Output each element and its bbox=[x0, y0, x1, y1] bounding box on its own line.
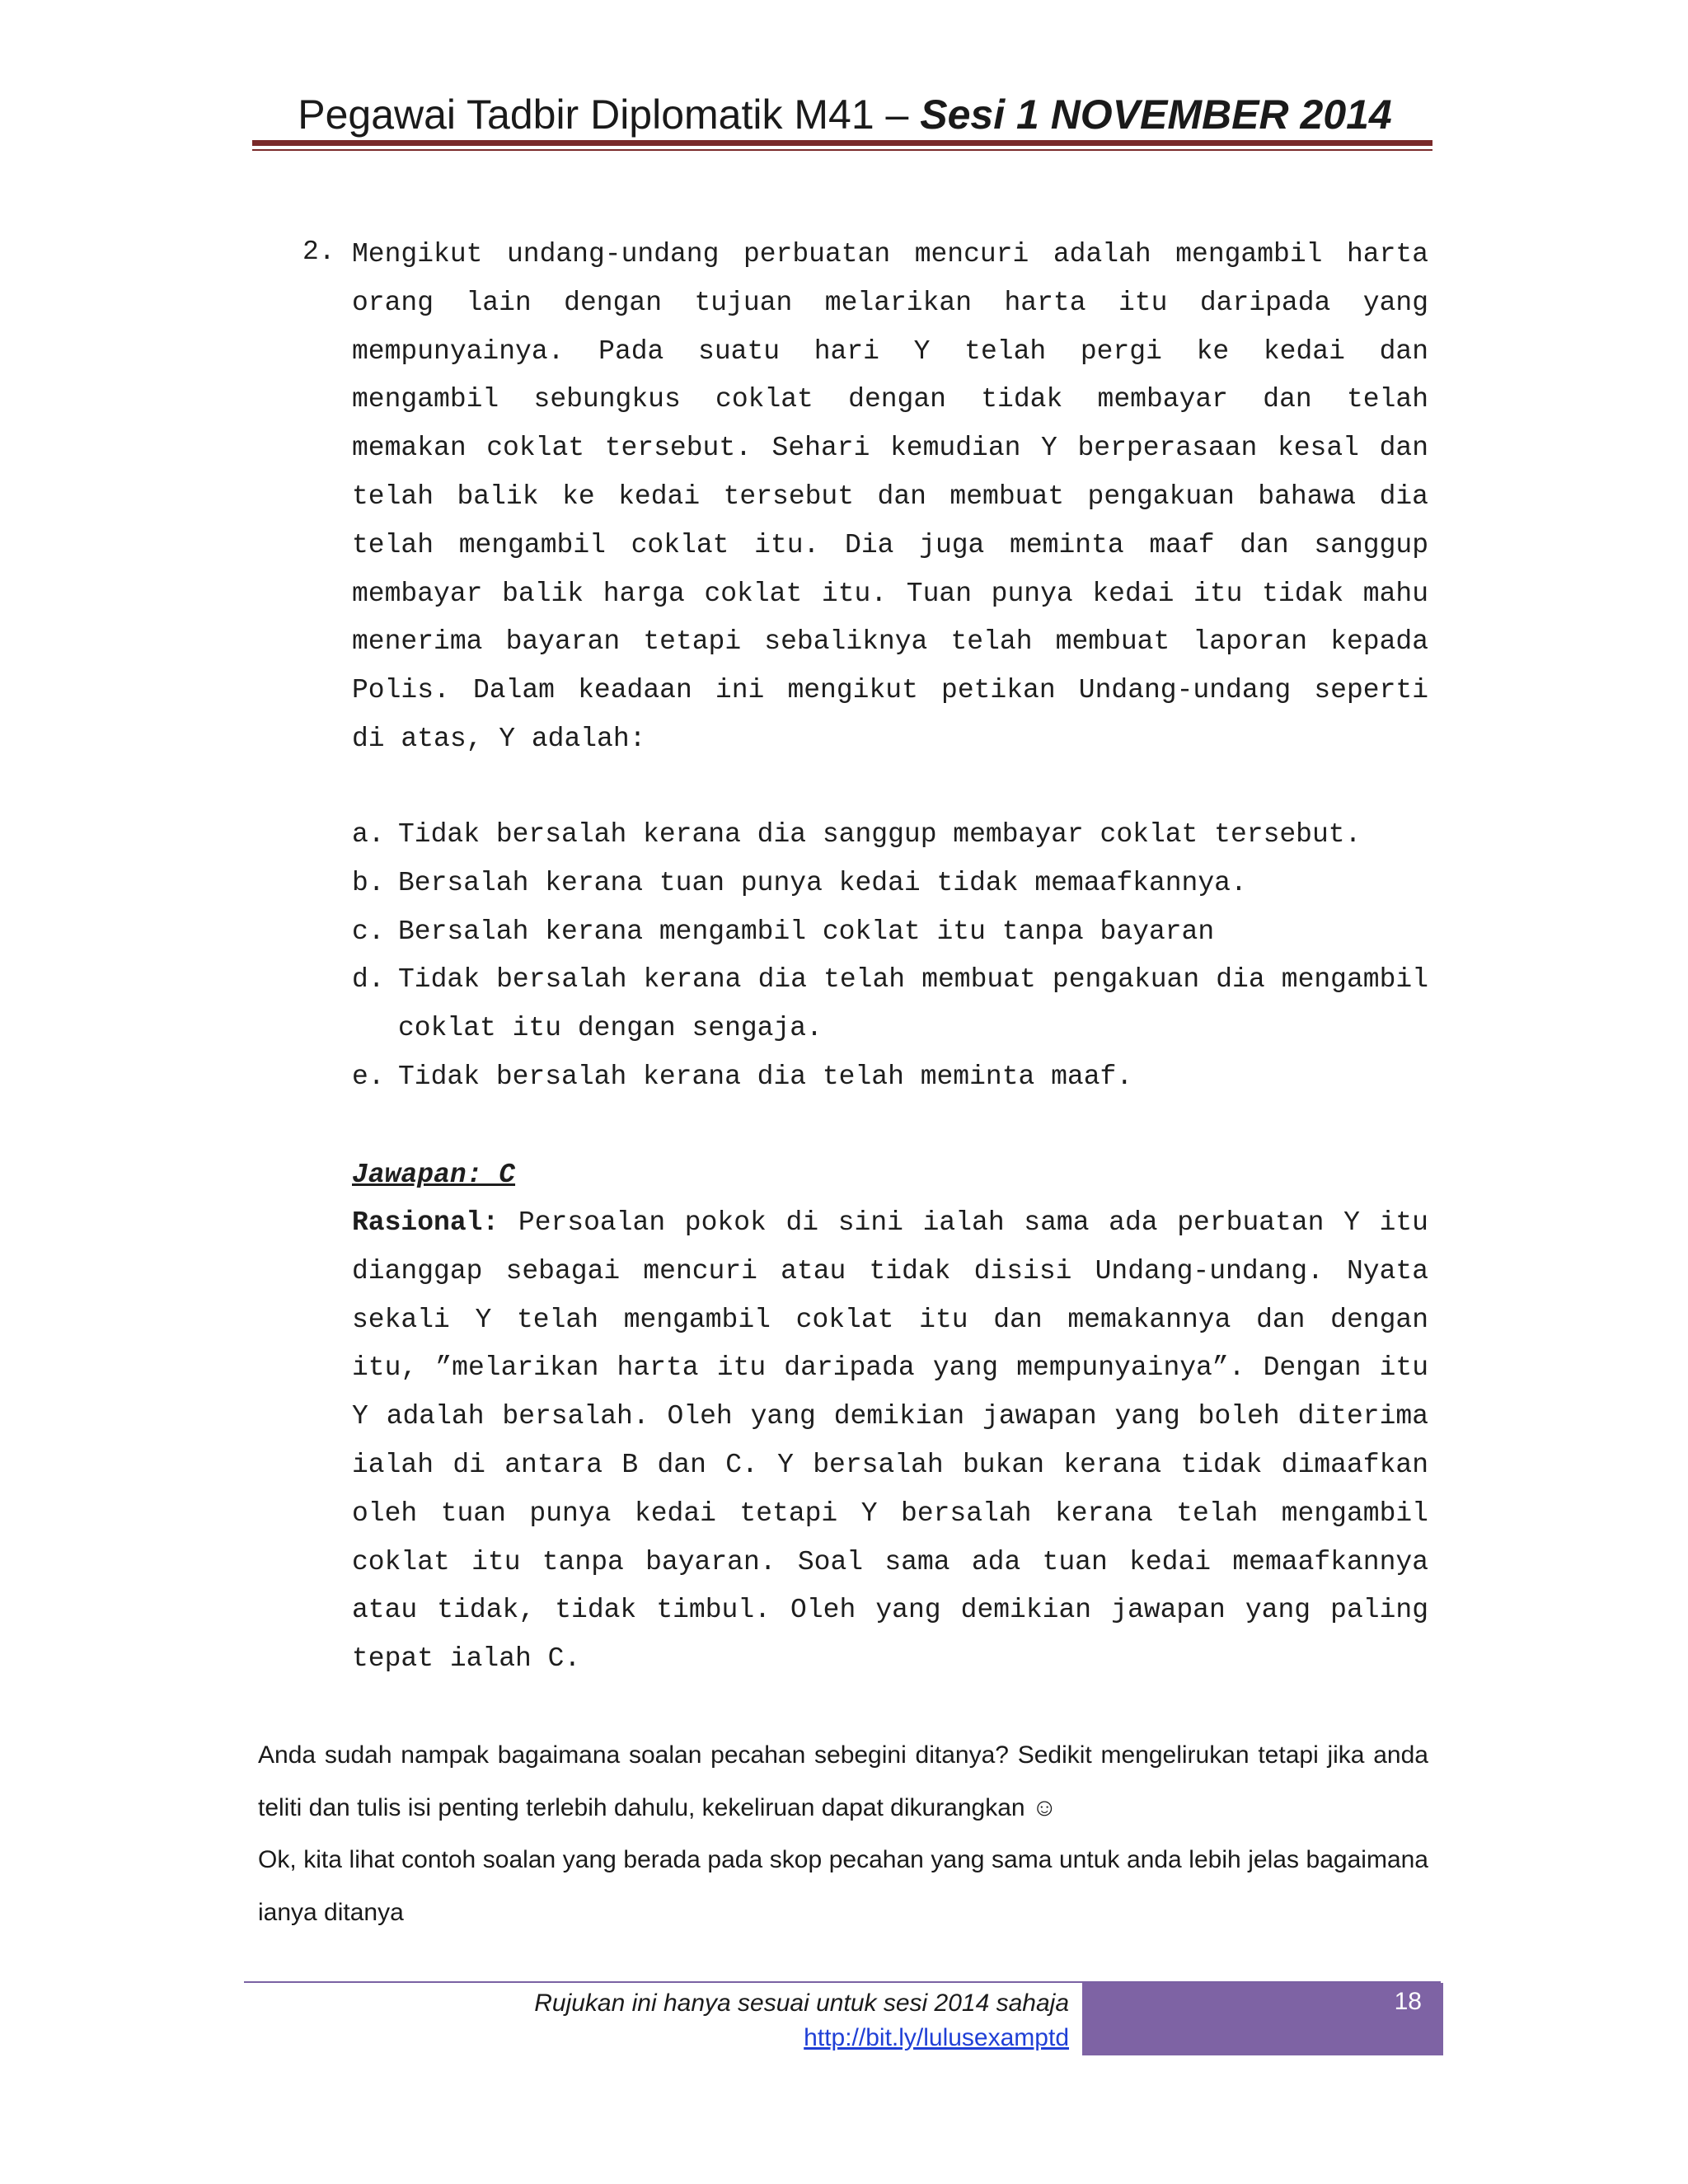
header-rule-thick bbox=[252, 140, 1432, 146]
option-letter: d. bbox=[352, 964, 385, 996]
footer-note: Rujukan ini hanya sesuai untuk sesi 2014 sahaja bbox=[534, 1990, 1069, 2017]
option-e bbox=[352, 1053, 1428, 1102]
option-letter: e. bbox=[352, 1061, 385, 1092]
rationale-label: Rasional: bbox=[352, 1207, 499, 1238]
rationale-paragraph bbox=[352, 1199, 1428, 1684]
option-text: Tidak bersalah kerana dia telah meminta maaf. bbox=[398, 1061, 1133, 1092]
option-letter: a. bbox=[352, 819, 385, 850]
header-title-prefix: Pegawai Tadbir Diplomatik M41 – bbox=[298, 91, 921, 138]
option-text: Bersalah kerana tuan punya kedai tidak memaafkannya. bbox=[398, 867, 1247, 898]
header-rule-thin bbox=[252, 149, 1432, 151]
option-text: Tidak bersalah kerana dia telah membuat pengakuan dia mengambil coklat itu dengan sengaja. bbox=[398, 964, 1428, 1044]
header-session: Sesi 1 NOVEMBER 2014 bbox=[920, 91, 1392, 138]
question-number: 2. bbox=[302, 237, 335, 267]
page-number: 18 bbox=[1394, 1988, 1422, 2015]
option-letter: c. bbox=[352, 916, 385, 947]
closing-paragraph-2: Ok, kita lihat contoh soalan yang berada pada skop pecahan yang sama untuk anda lebih jelas bagaimana ianya ditanya bbox=[258, 1846, 1428, 1926]
rationale-text: Persoalan pokok di sini ialah sama ada perbuatan Y itu dianggap sebagai mencuri atau tidak disisi Undang-undang. Nyata sekali Y telah mengambil coklat itu dan memakannya dan dengan itu, ”melarikan harta itu daripada yang mempunyainya”. Dengan itu Y adalah bersalah. Oleh yang demikian jawapan yang boleh diterima ialah di antara B dan C. Y bersalah bukan kerana tidak dimaafkan oleh tuan punya kedai tetapi Y bersalah kerana telah mengambil coklat itu tanpa bayaran. Soal sama ada tuan kedai memaafkannya atau tidak, tidak timbul. Oleh yang demikian jawapan yang paling tepat ialah C. bbox=[352, 1207, 1428, 1675]
options-list bbox=[352, 811, 1428, 1102]
option-letter: b. bbox=[352, 867, 385, 898]
option-text: Bersalah kerana mengambil coklat itu tanpa bayaran bbox=[398, 916, 1215, 947]
page-header-title bbox=[256, 91, 1434, 138]
closing-paragraph-1: Anda sudah nampak bagaimana soalan pecahan sebegini ditanya? Sedikit mengelirukan tetapi jika anda teliti dan tulis isi penting terlebih dahulu, kekeliruan dapat dikurangkan ☺ bbox=[258, 1741, 1428, 1821]
option-text: Tidak bersalah kerana dia sanggup membayar coklat tersebut. bbox=[398, 819, 1362, 850]
question-text: Mengikut undang-undang perbuatan mencuri adalah mengambil harta orang lain dengan tujuan melarikan harta itu daripada yang mempunyainya. Pada suatu hari Y telah pergi ke kedai dan mengambil sebungkus coklat dengan tidak membayar dan telah memakan coklat tersebut. Sehari kemudian Y berperasaan kesal dan telah balik ke kedai tersebut dan membuat pengakuan bahawa dia telah mengambil coklat itu. Dia juga meminta maaf dan sanggup membayar balik harga coklat itu. Tuan punya kedai itu tidak mahu menerima bayaran tetapi sebaliknya telah membuat laporan kepada Polis. Dalam keadaan ini mengikut petikan Undang-undang seperti di atas, Y adalah: bbox=[352, 239, 1428, 754]
footer-link[interactable]: http://bit.ly/lulusexamptd bbox=[804, 2024, 1069, 2051]
option-a bbox=[352, 811, 1428, 860]
option-b bbox=[352, 860, 1428, 908]
option-d bbox=[352, 956, 1428, 1053]
answer-label: Jawapan: C bbox=[352, 1160, 516, 1190]
option-c bbox=[352, 908, 1428, 957]
